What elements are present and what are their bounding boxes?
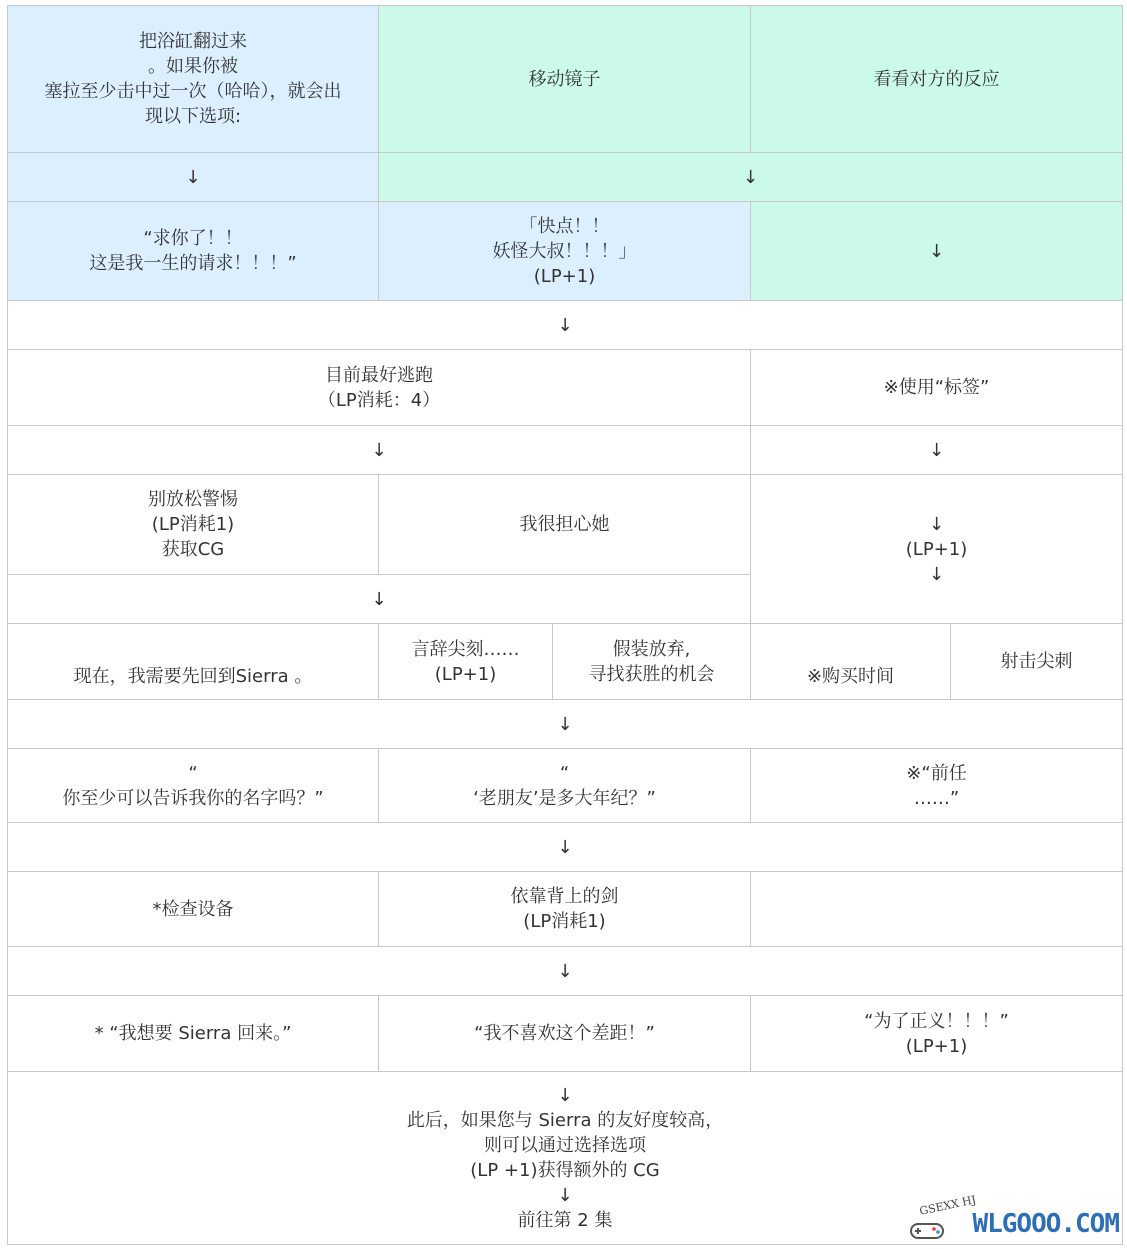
- choice-return-to-sierra: 现在，我需要先回到Sierra 。: [7, 623, 379, 700]
- arrow-down: ↓: [7, 699, 1123, 749]
- choice-sharp-words: 言辞尖刻…… (LP+1): [378, 623, 553, 700]
- arrow-down: ↓: [7, 822, 1123, 872]
- watermark: [909, 1193, 1119, 1243]
- watermark-brand: WLGOOO.COM: [972, 1209, 1119, 1239]
- empty-cell: [750, 871, 1123, 947]
- choice-check-equipment: *检查设备: [7, 871, 379, 947]
- choice-stay-alert: 别放松警惕 (LP消耗1) 获取CG: [7, 474, 379, 575]
- arrow-down: ↓: [7, 425, 751, 475]
- choice-hurry-up: 「快点！！ 妖怪大叔！！！」 (LP+1): [378, 201, 751, 301]
- step-flip-bathtub: 把浴缸翻过来 。如果你被 塞拉至少击中过一次（哈哈），就会出 现以下选项:: [7, 5, 379, 153]
- arrow-down: ↓: [750, 425, 1123, 475]
- arrow-lp-plus-one: ↓ (LP+1) ↓: [750, 474, 1123, 624]
- option-move-mirror: 移动镜子: [378, 5, 751, 153]
- arrow-down: ↓: [378, 152, 1123, 202]
- arrow-down: ↓: [7, 946, 1123, 996]
- final-note-episode-2: ↓ 此后，如果您与 Sierra 的友好度较高， 则可以通过选择选项 (LP +1)获得额外的 CG ↓ 前往第 2 集: [7, 1071, 1123, 1245]
- choice-worried-about-her: 我很担心她: [378, 474, 751, 575]
- choice-ask-name: “ 你至少可以告诉我你的名字吗？”: [7, 748, 379, 823]
- choice-use-tag: ※使用“标签”: [750, 349, 1123, 426]
- watermark-handwriting: GSEXX HJ: [918, 1193, 978, 1218]
- choice-old-friend-age: “ ‘老朋友’是多大年纪？”: [378, 748, 751, 823]
- choice-rely-on-sword: 依靠背上的剑 (LP消耗1): [378, 871, 751, 947]
- gamepad-icon: [909, 1219, 945, 1241]
- choice-run-away: 目前最好逃跑 （LP消耗：4）: [7, 349, 751, 426]
- arrow-down: ↓: [7, 300, 1123, 350]
- option-watch-reaction: 看看对方的反应: [750, 5, 1123, 153]
- choice-pretend-give-up: 假装放弃, 寻找获胜的机会: [552, 623, 751, 700]
- arrow-down: ↓: [750, 201, 1123, 301]
- choice-buy-time: ※购买时间: [750, 623, 951, 700]
- arrow-down: ↓: [7, 152, 379, 202]
- choice-dislike-gap: “我不喜欢这个差距！”: [378, 995, 751, 1072]
- choice-shoot-spike: 射击尖刺: [950, 623, 1123, 700]
- choice-for-justice: “为了正义！！！” (LP+1): [750, 995, 1123, 1072]
- arrow-down: ↓: [7, 574, 751, 624]
- choice-former: ※“前任 ……”: [750, 748, 1123, 823]
- choice-want-sierra-back: * “我想要 Sierra 回来。”: [7, 995, 379, 1072]
- choice-please-request: “求你了！！ 这是我一生的请求！！！”: [7, 201, 379, 301]
